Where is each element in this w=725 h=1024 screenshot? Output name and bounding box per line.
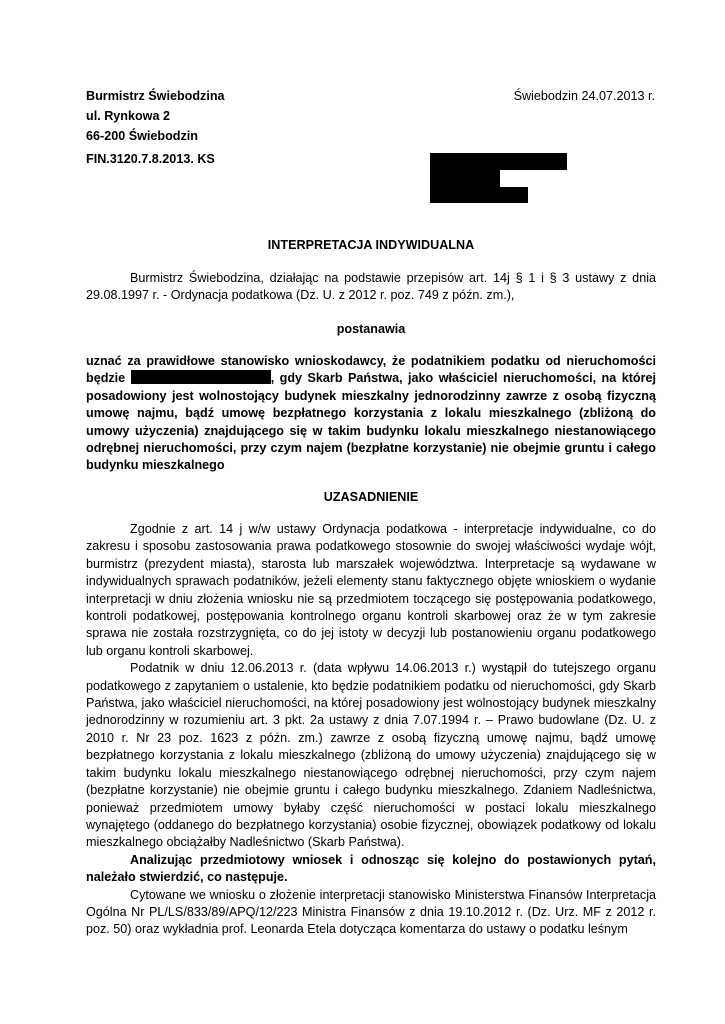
redaction-block xyxy=(430,170,500,187)
redaction-block xyxy=(430,187,528,203)
redaction-inline xyxy=(131,370,271,384)
justification-heading: UZASADNIENIE xyxy=(323,490,419,504)
paragraph-request: Podatnik w dniu 12.06.2013 r. (data wpływu 14.06.2013 r.) wystąpił do tutejszego organu podatkowego z zapytaniem o ustalenie, kto będzie podatnikiem podatku od nieruchomości, gdy Skarb Państwa, jako właściciel nieruchomości, na której posadowiony jest wolnostojący budynek mieszkalny jednorodzinny w rozumieniu art. 3 pkt. 2a ustawy z dnia 7.07.1994 r. – Prawo budowlane (Dz. U. z 2010 r. Nr 23 poz. 1623 z późn. zm.) zawrze z osobą fizyczną umowę najmu, bądź umowę bezpłatnego korzystania z lokalu mieszkalnego (zbliżoną do umowy użyczenia) znajdującego się w takim budynku lokalu mieszkalnego niestanowiącego odrębnej nieruchomości, przy czym najem (bezpłatne korzystanie) nie obejmie gruntu i całego budynku mieszkalnego. Zdaniem Nadleśnictwa, ponieważ przedmiotem umowy byłaby część nieruchomości w postaci lokalu mieszkalnego wynajętego (oddanego do bezpłatnego korzystania) osobie fizycznej, obowiązek podatkowy od lokalu mieszkalnego obciążałby Nadleśnictwo (Skarb Państwa). xyxy=(86,661,656,850)
sender-address xyxy=(86,86,225,146)
decision-paragraph xyxy=(86,353,656,475)
reference-number: FIN.3120.7.8.2013. KS xyxy=(86,152,215,166)
sender-street: ul. Rynkowa 2 xyxy=(86,109,170,123)
decision-heading: postanawia xyxy=(336,322,406,336)
paragraph-analysis: Analizując przedmiotowy wniosek i odnosząc się kolejno do postawionych pytań, należało stwierdzić, co następuje. xyxy=(86,852,656,885)
decision-text-start: uznać za prawidłowe stanowisko wnioskodawcy, że podatnikiem podatku od nieruchomości będzie xyxy=(86,354,656,386)
paragraph-cited-position: Cytowane we wniosku o złożenie interpretacji stanowisko Ministerstwa Finansów Interpretacja Ogólna Nr PL/LS/833/89/APQ/12/223 Ministra Finansów z dnia 19.10.2012 r. (Dz. Urz. MF z 2012 r. poz. 50) oraz wykładnia prof. Leonarda Etela dotycząca komentarza do ustawy o podatku leśnym xyxy=(86,887,656,937)
paragraph-legal-basis: Zgodnie z art. 14 j w/w ustawy Ordynacja podatkowa - interpretacje indywidualne, co do zakresu i sposobu zastosowania prawa podatkowego stosownie do swojej właściwości wydaje wójt, burmistrz (prezydent miasta), starosta lub marszałek województwa. Interpretacje są wydawane w indywidualnych sprawach podatników, jeżeli elementy stanu faktycznego objęte wnioskiem o wydanie interpretacji w dniu złożenia wniosku nie są przedmiotem toczącego się postępowania podatkowego, kontroli podatkowej, postępowania kontrolnego organu kontroli skarbowej oraz że w tym zakresie sprawa nie została rozstrzygnięta, co do jej istoty w decyzji lub postanowieniu organu podatkowego lub organu kontroli skarbowej. xyxy=(86,522,656,658)
intro-text: Burmistrz Świebodzina, działając na podstawie przepisów art. 14j § 1 i § 3 ustawy z dnia 29.08.1997 r. - Ordynacja podatkowa (Dz. U. z 2012 r. poz. 749 z późn. zm.), xyxy=(86,271,656,303)
sender-name: Burmistrz Świebodzina xyxy=(86,89,225,103)
document-title: INTERPRETACJA INDYWIDUALNA xyxy=(267,238,475,252)
decision-text-end: , gdy Skarb Państwa, jako właściciel nieruchomości, na której posadowiony jest wolnostojący budynek mieszkalny jednorodzinny zawrze z osobą fizyczną umowę najmu, bądź umowę bezpłatnego korzystania z lokalu mieszkalnego (zbliżoną do umowy użyczenia) znajdującego się w takim budynku lokalu mieszkalnego niestanowiącego odrębnej nieruchomości, przy czym najem (bezpłatne korzystanie) nie obejmie gruntu i całego budynku mieszkalnego xyxy=(86,371,657,473)
sender-city: 66-200 Świebodzin xyxy=(86,129,198,143)
redaction-block xyxy=(430,153,567,170)
document-date: Świebodzin 24.07.2013 r. xyxy=(513,89,655,103)
intro-paragraph xyxy=(86,270,656,305)
justification-body xyxy=(86,521,656,939)
